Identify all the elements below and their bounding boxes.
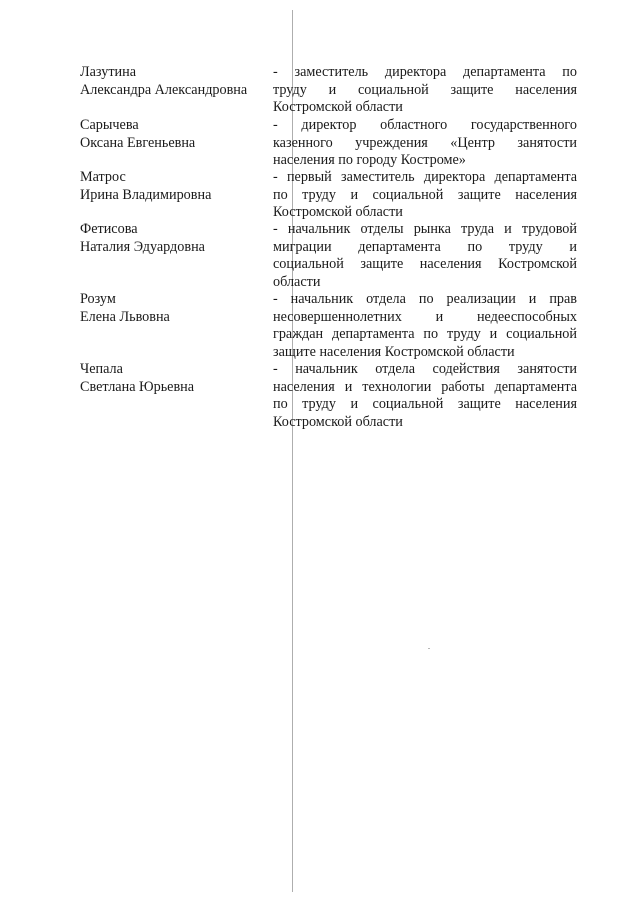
member-role <box>273 361 577 431</box>
role-line: защите населения Костромской области <box>273 343 515 360</box>
member-surname: Розум <box>80 291 116 307</box>
role-line: области <box>273 273 321 290</box>
member-given-name: Александра Александровна <box>80 81 248 98</box>
role-line: труду и социальной защите населения <box>273 81 577 98</box>
member-surname: Фетисова <box>80 221 138 237</box>
member-surname: Сарычева <box>80 117 139 133</box>
member-role <box>273 169 577 222</box>
role-line: населения по городу Костроме» <box>273 152 466 168</box>
member-surname: Чепала <box>80 361 123 377</box>
member-name <box>80 291 265 326</box>
member-role <box>273 221 577 291</box>
role-line: - начальник отдела содействия занятости <box>273 361 577 377</box>
role-line: - директор областного государственного <box>273 117 577 133</box>
member-given-name: Ирина Владимировна <box>80 186 212 203</box>
member-given-name: Оксана Евгеньевна <box>80 134 196 151</box>
member-surname: Лазутина <box>80 64 137 80</box>
role-line: по труду и социальной защите населения <box>273 186 577 203</box>
member-name <box>80 361 265 396</box>
member-given-name: Светлана Юрьевна <box>80 378 195 395</box>
role-line: несовершеннолетних и недееспособных <box>273 308 577 325</box>
member-name <box>80 117 265 152</box>
scan-speck <box>428 648 430 649</box>
member-name <box>80 169 265 204</box>
role-line: Костромской области <box>273 99 403 115</box>
member-role <box>273 64 577 117</box>
member-surname: Матрос <box>80 169 126 185</box>
role-line: миграции департамента по труду и <box>273 238 577 255</box>
role-line: - первый заместитель директора департамента <box>273 169 577 185</box>
role-line: - заместитель директора департамента по <box>273 64 577 80</box>
role-line: Костромской области <box>273 413 403 430</box>
role-line: по труду и социальной защите населения <box>273 396 577 412</box>
role-line: - начальник отделы рынка труда и трудовой <box>273 221 577 237</box>
role-line: граждан департамента по труду и социальной <box>273 326 577 342</box>
member-name <box>80 64 265 99</box>
member-name <box>80 221 265 256</box>
role-line: - начальник отдела по реализации и прав <box>273 291 577 307</box>
role-line: казенного учреждения «Центр занятости <box>273 134 577 151</box>
member-role <box>273 291 577 361</box>
member-given-name: Наталия Эдуардовна <box>80 238 205 255</box>
role-line: социальной защите населения Костромской <box>273 256 577 272</box>
role-line: населения и технологии работы департамента <box>273 378 577 395</box>
member-role <box>273 117 577 170</box>
role-line: Костромской области <box>273 204 403 220</box>
member-given-name: Елена Львовна <box>80 308 170 325</box>
